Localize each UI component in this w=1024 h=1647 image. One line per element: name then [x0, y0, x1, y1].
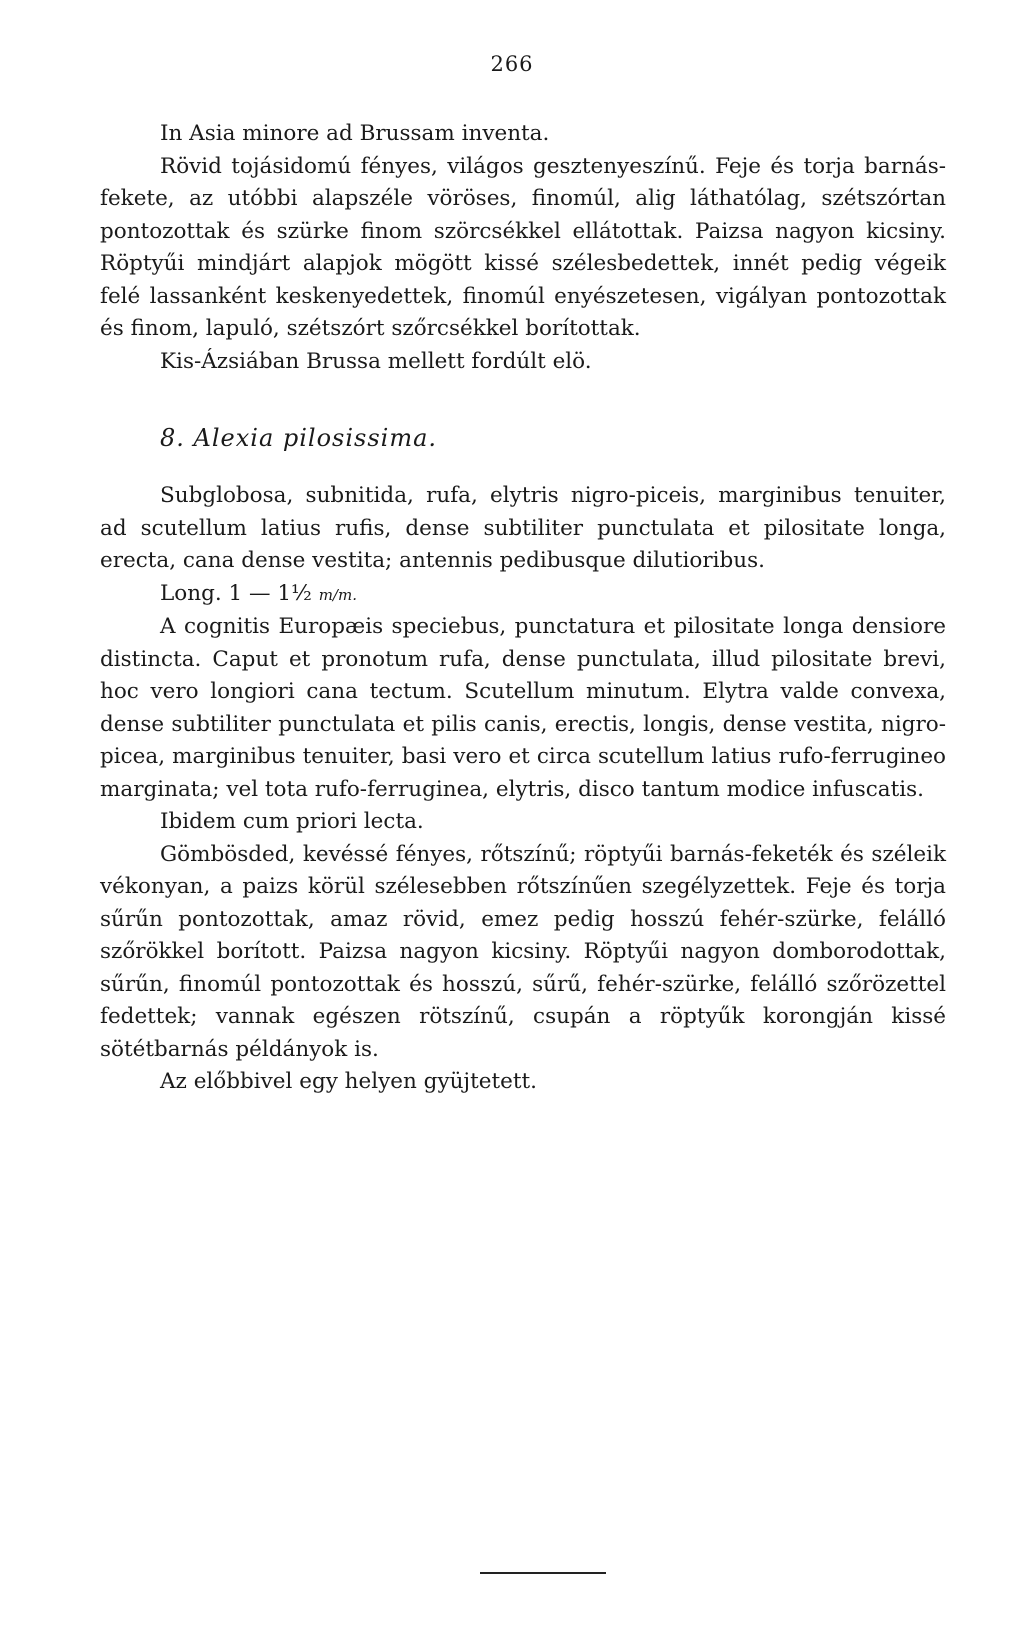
intro-block	[100, 118, 946, 378]
species-length	[100, 578, 946, 612]
species-block	[100, 480, 946, 1099]
species-heading: 8. Alexia pilosissima.	[160, 424, 438, 452]
species-hungarian-description: Gömbösded, kevéssé fényes, rőtszínű; röptyűi barnás-feketék és széleik vékonyan, a paizs körül szélesebben rőtszínűen szegélyzettek. Feje és torja sűrűn pontozottak, amaz rövid, emez pedig hosszú fehér-szürke, felálló szőrökkel borított. Paizsa nagyon kicsiny. Röptyűi nagyon domborodottak, sűrűn, finomúl pontozottak és hosszú, sűrű, fehér-szürke, felálló szőrözettel fedettek; vannak egészen rötszínű, csupán a röptyűk korongján kissé sötétbarnás példányok is.	[100, 841, 946, 1062]
intro-hungarian-locality: Kis-Ázsiában Brussa mellett fordúlt elö.	[160, 348, 592, 374]
page-number: 266	[490, 52, 534, 76]
intro-latin-locality: In Asia minore ad Brussam inventa.	[160, 121, 550, 146]
species-latin-comparison: A cognitis Europæis speciebus, punctatura et pilositate longa densiore distincta. Caput et pronotum rufa, dense punctulata, illud pilositate brevi, hoc vero longiori cana tectum. Scutellum minutum. Elytra valde convexa, dense subtiliter punctulata et pilis canis, erectis, longis, dense vestita, nigro-picea, marginibus tenuiter, basi vero et circa scutellum latius rufo-ferrugineo marginata; vel tota rufo-ferruginea, elytris, disco tantum modice infuscatis.	[100, 614, 946, 802]
species-length-unit: m/m.	[318, 585, 357, 604]
end-rule	[480, 1572, 606, 1574]
species-hungarian-locality: Az előbbivel egy helyen gyüjtetett.	[160, 1069, 537, 1094]
species-latin-locality: Ibidem cum priori lecta.	[160, 809, 424, 834]
species-latin-diagnosis: Subglobosa, subnitida, rufa, elytris nigro-piceis, marginibus tenuiter, ad scutellum latius rufis, dense subtiliter punctulata et pilositate longa, erecta, cana dense vestita; antennis pedibusque dilutioribus.	[100, 483, 946, 573]
intro-hungarian-description: Rövid tojásidomú fényes, világos gesztenyeszínű. Feje és torja barnás-fekete, az utóbbi alapszéle vöröses, finomúl, alig láthatólag, szétszórtan pontozottak és szürke finom szörcsékkel ellátottak. Paizsa nagyon kicsiny. Röptyűi mindjárt alapjok mögött kissé szélesbedettek, innét pedig végeik felé lassanként keskenyedettek, finomúl enyészetesen, vigályan pontozottak és finom, lapuló, szétszórt szőrcsékkel borítottak.	[100, 153, 946, 341]
species-length-text: Long. 1 — 1½	[160, 580, 319, 606]
